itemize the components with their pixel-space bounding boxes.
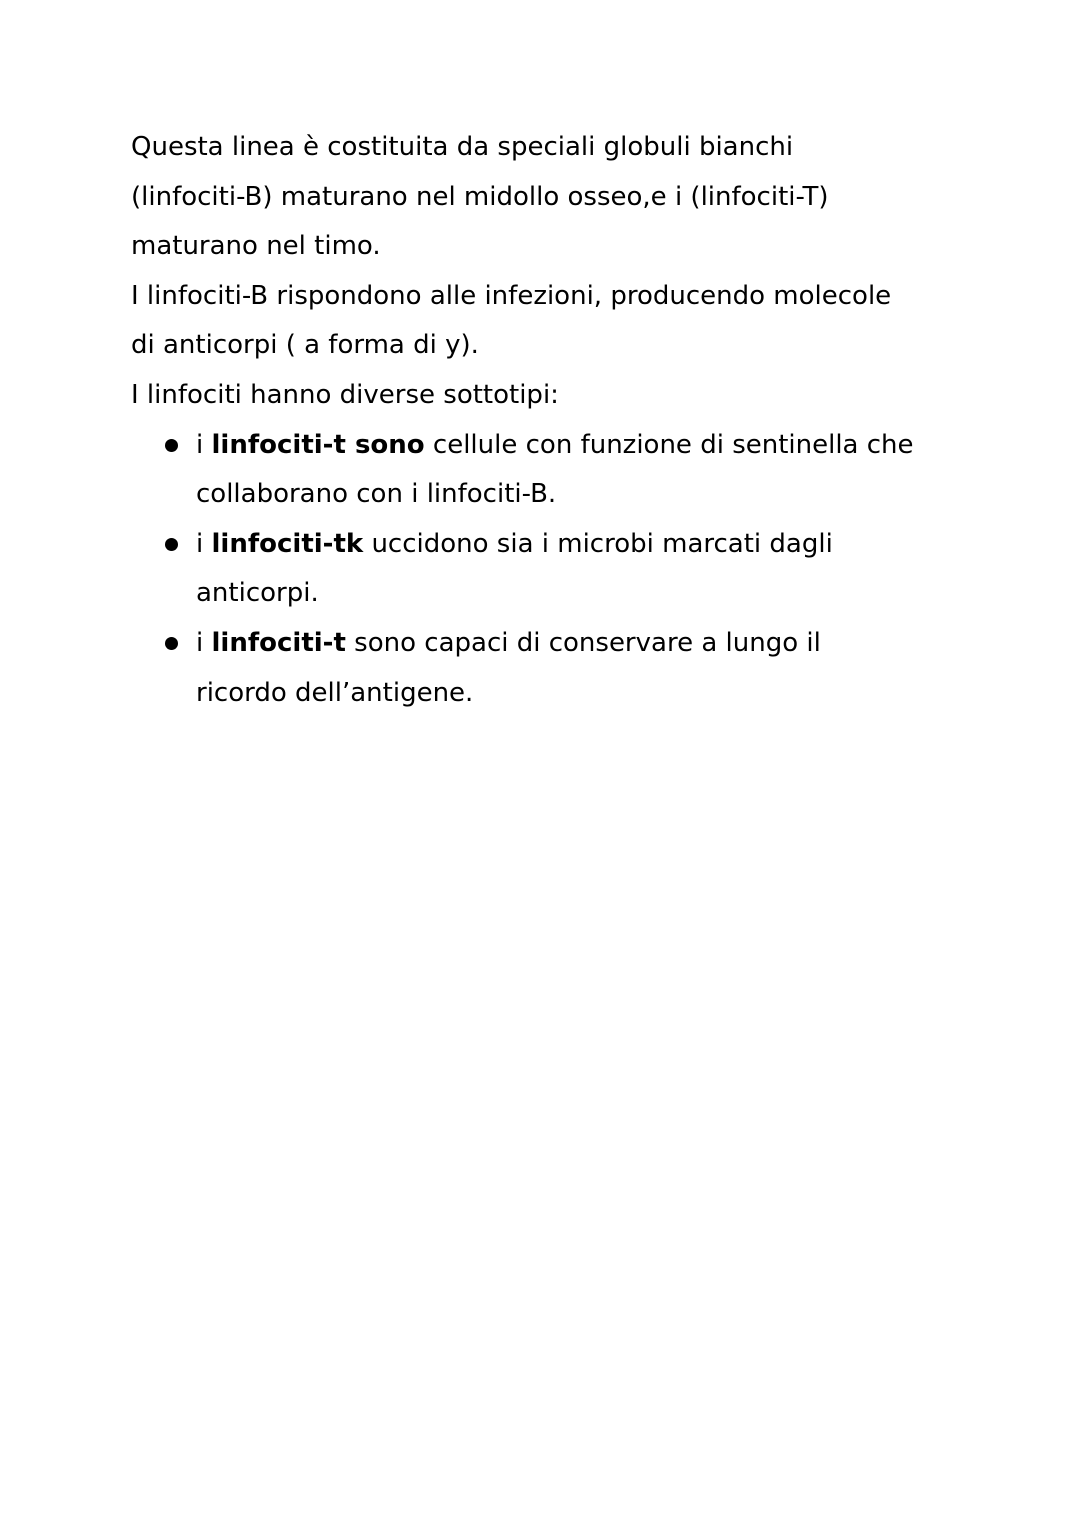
bullet-text: sono capaci di conservare a lungo il: [345, 627, 821, 658]
bullet-line: ricordo dell’antigene.: [196, 677, 474, 708]
bullet-prefix: i: [196, 627, 212, 658]
paragraph-b-lymphocytes: [131, 272, 1011, 371]
bullet-icon: [165, 538, 178, 551]
bullet-item: [131, 520, 1011, 619]
bullet-text: cellule con funzione di sentinella che: [424, 429, 914, 460]
paragraph-line: (linfociti-B) maturano nel midollo osseo,e i (linfociti-T): [131, 181, 829, 212]
bullet-prefix: i: [196, 429, 212, 460]
paragraph-line: di anticorpi ( a forma di y).: [131, 330, 479, 361]
bullet-bold-term: linfociti-tk: [211, 528, 364, 559]
paragraph-line: I linfociti-B rispondono alle infezioni, producendo molecole: [131, 280, 892, 311]
paragraph-line: maturano nel timo.: [131, 231, 381, 262]
bullet-line: [196, 520, 1011, 570]
paragraph-line: Questa linea è costituita da speciali globuli bianchi: [131, 132, 794, 162]
paragraph-line: I linfociti hanno diverse sottotipi:: [131, 379, 559, 410]
bullet-line: anticorpi.: [196, 578, 319, 609]
bullet-bold-term: linfociti-t: [211, 627, 346, 658]
subtypes-bullet-list: [131, 421, 1011, 719]
bullet-icon: [165, 439, 178, 452]
bullet-prefix: i: [196, 528, 212, 559]
bullet-item: [131, 619, 1011, 718]
bullet-line: [196, 619, 1011, 669]
bullet-line: collaborano con i linfociti-B.: [196, 479, 557, 510]
paragraph-subtypes-intro: [131, 371, 1011, 421]
bullet-item: [131, 421, 1011, 520]
bullet-icon: [165, 637, 178, 650]
bullet-text: uccidono sia i microbi marcati dagli: [363, 528, 833, 559]
paragraph-lymphocyte-line: [131, 123, 1011, 272]
bullet-line: [196, 421, 1011, 471]
bullet-bold-term: linfociti-t sono: [211, 429, 425, 460]
document-body: [131, 123, 1011, 718]
